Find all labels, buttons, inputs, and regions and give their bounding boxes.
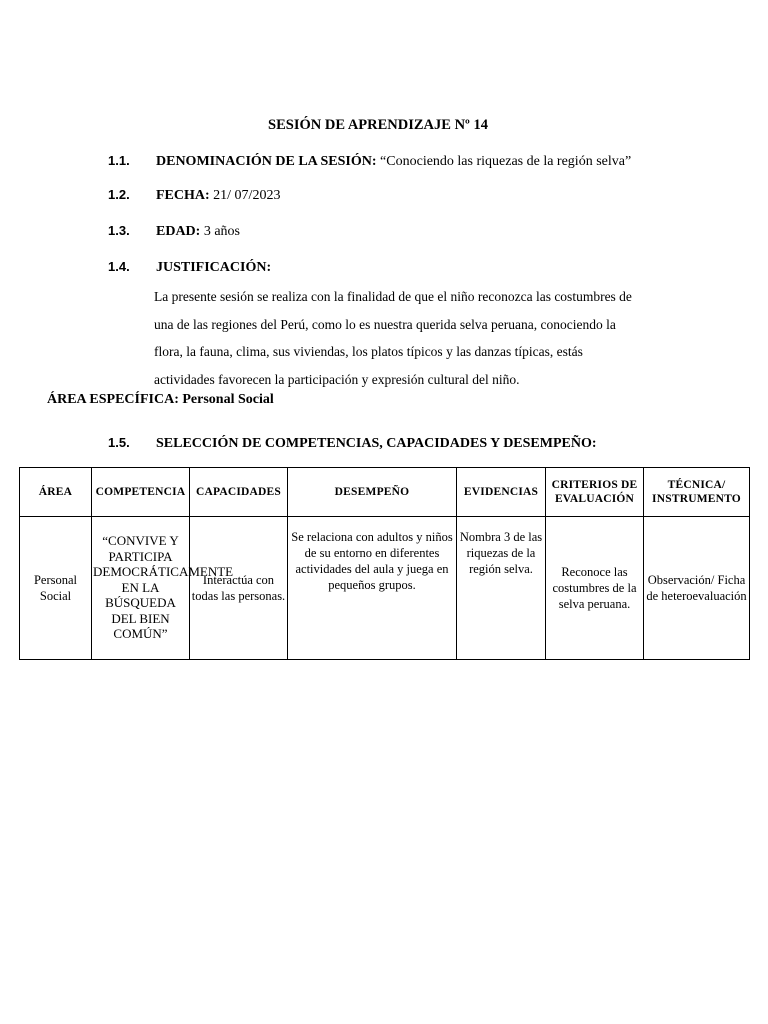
item-number: 1.2. xyxy=(108,187,130,202)
item-label: JUSTIFICACIÓN: xyxy=(156,260,272,275)
item-number: 1.4. xyxy=(108,259,130,274)
table-header-cell: CRITERIOS DE EVALUACIÓN xyxy=(546,468,644,517)
justification-text xyxy=(154,283,694,393)
item-value: 21/ 07/2023 xyxy=(209,188,281,203)
table-header-cell: COMPETENCIA xyxy=(92,468,190,517)
item-label: FECHA: xyxy=(156,188,210,203)
item-denominacion xyxy=(108,153,631,170)
item-justificacion xyxy=(108,259,271,276)
item-label: EDAD: xyxy=(156,224,201,239)
item-fecha xyxy=(108,187,280,204)
competencies-table xyxy=(19,467,750,660)
table-cell-tecnica: Observación/ Ficha de heteroevaluación xyxy=(644,517,750,660)
table-cell-area: Personal Social xyxy=(20,517,92,660)
table-header-cell: ÁREA xyxy=(20,468,92,517)
table-header-row xyxy=(20,468,750,517)
table-header-cell: CAPACIDADES xyxy=(190,468,288,517)
justification-line: actividades favorecen la participación y expresión cultural del niño. xyxy=(154,371,520,387)
table-header-cell: DESEMPEÑO xyxy=(288,468,457,517)
item-label: DENOMINACIÓN DE LA SESIÓN: xyxy=(156,154,377,169)
table-header-cell: EVIDENCIAS xyxy=(457,468,546,517)
item-label: SELECCIÓN DE COMPETENCIAS, CAPACIDADES Y DESEMPEÑO: xyxy=(156,436,597,451)
table-header-cell: TÉCNICA/ INSTRUMENTO xyxy=(644,468,750,517)
table-cell-criterios: Reconoce las costumbres de la selva peruana. xyxy=(546,517,644,660)
section-1-5 xyxy=(108,435,597,452)
item-value: 3 años xyxy=(200,224,241,239)
table-cell-capacidades: Interactúa con todas las personas. xyxy=(190,517,288,660)
table-cell-evidencias: Nombra 3 de las riquezas de la región selva. xyxy=(457,517,546,660)
area-specific xyxy=(47,392,274,408)
justification-line: una de las regiones del Perú, como lo es nuestra querida selva peruana, conociendo la xyxy=(154,316,616,332)
justification-line: La presente sesión se realiza con la finalidad de que el niño reconozca las costumbres de xyxy=(154,289,632,304)
table-row xyxy=(20,517,750,660)
item-number: 1.5. xyxy=(108,435,130,450)
table-cell-competencia: “CONVIVE Y PARTICIPA DEMOCRÁTICAMENTE EN LA BÚSQUEDA DEL BIEN COMÚN” xyxy=(92,517,190,660)
area-specific-label: ÁREA ESPECÍFICA: xyxy=(47,392,179,407)
table-cell-desempeno: Se relaciona con adultos y niños de su entorno en diferentes actividades del aula y juega en pequeños grupos. xyxy=(288,517,457,660)
area-specific-value: Personal Social xyxy=(178,392,274,407)
page-title: SESIÓN DE APRENDIZAJE Nº 14 xyxy=(268,117,488,133)
item-value: “Conociendo las riquezas de la región selva” xyxy=(376,154,632,169)
item-number: 1.3. xyxy=(108,223,130,238)
item-number: 1.1. xyxy=(108,153,130,168)
item-edad xyxy=(108,223,240,240)
justification-line: flora, la fauna, clima, sus viviendas, los platos típicos y las danzas típicas, estás xyxy=(154,344,583,359)
